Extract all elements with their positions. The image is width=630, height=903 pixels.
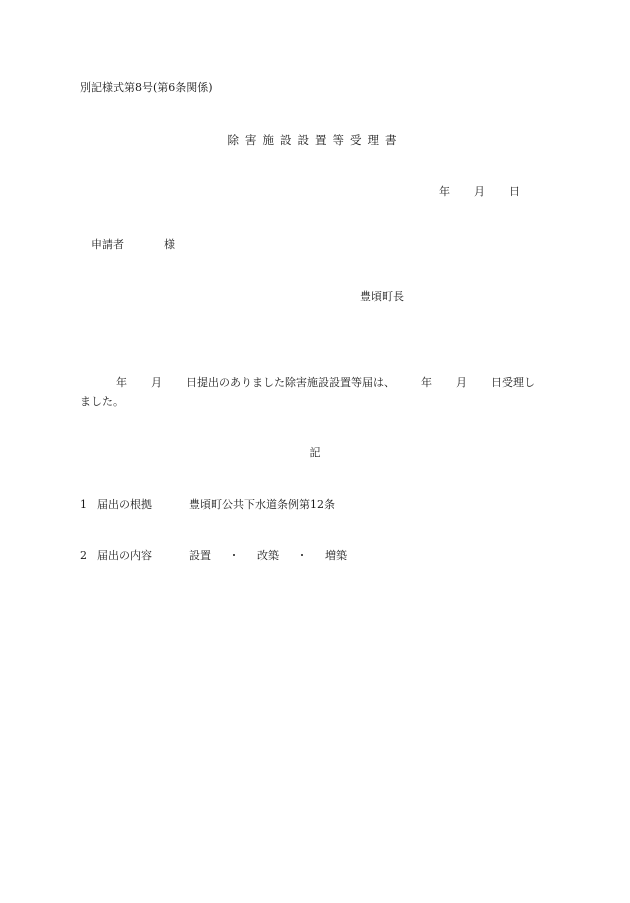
body-text-line-1: [116, 377, 535, 388]
issuer-name: 豊頃町長: [360, 290, 404, 303]
applicant-honorific: 様: [164, 238, 175, 251]
body-year-1: 年: [116, 376, 127, 389]
list-item: [80, 499, 335, 510]
body-month-1: 月: [151, 376, 162, 389]
item-value: 豊頃町公共下水道条例第12条: [189, 498, 335, 511]
document-title: 除害施設設置等受理書: [227, 133, 403, 147]
body-text-line-2: ました。: [80, 395, 124, 408]
item-label: 届出の内容: [97, 549, 152, 562]
item-number: 2: [80, 549, 87, 562]
item-number: 1: [80, 498, 87, 511]
form-number: 別記様式第8号(第6条関係): [80, 81, 213, 94]
option-separator: ・: [228, 549, 240, 562]
body-month-2: 月: [456, 376, 467, 389]
ki-heading: 記: [309, 446, 321, 459]
item-label: 届出の根拠: [97, 498, 152, 511]
body-text-1: 日提出のありました除害施設設置等届は、: [186, 376, 395, 389]
date-line: [439, 186, 520, 197]
applicant-line: [91, 239, 175, 250]
applicant-label: 申請者: [91, 238, 124, 251]
list-item: [80, 550, 347, 561]
body-year-2: 年: [421, 376, 432, 389]
body-text-2: 日受理し: [491, 376, 535, 389]
option-kaichiku: 改築: [257, 549, 279, 562]
option-setchi: 設置: [189, 549, 211, 562]
date-year-label: 年: [439, 185, 450, 198]
option-separator: ・: [296, 549, 308, 562]
date-month-label: 月: [474, 185, 485, 198]
date-day-label: 日: [509, 185, 520, 198]
option-zouchiku: 増築: [325, 549, 347, 562]
